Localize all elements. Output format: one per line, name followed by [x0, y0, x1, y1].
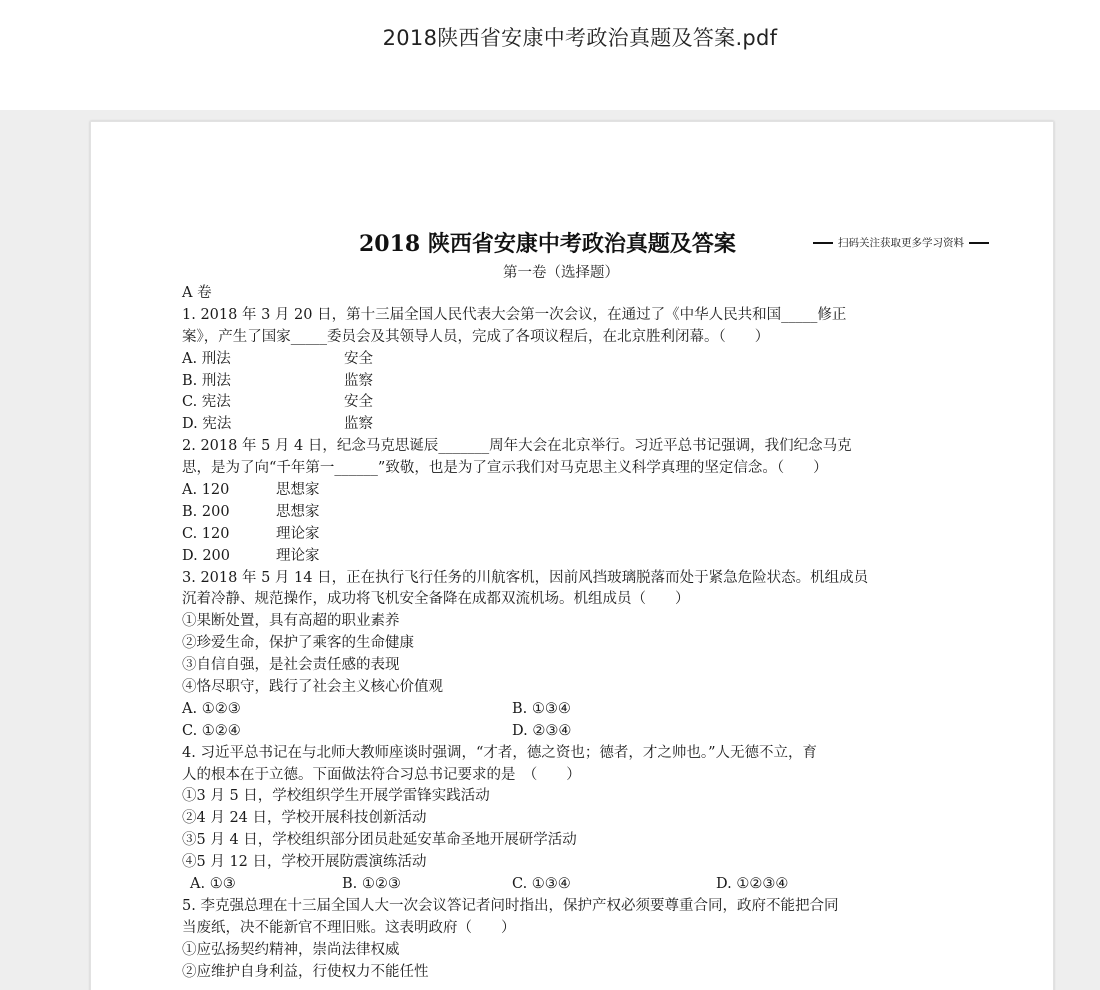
q4-item-2: ②4 月 24 日，学校开展科技创新活动 [182, 810, 427, 827]
q4-stem-line-1: 4. 习近平总书记在与北师大教师座谈时强调，“才者，德之资也；德者，才之帅也。”人无德不立，育 [182, 744, 818, 761]
viewer-header [0, 0, 1100, 110]
dash-left [813, 242, 833, 244]
option-value: 理论家 [276, 547, 320, 564]
q3-item-2: ②珍爱生命，保护了乘客的生命健康 [182, 635, 414, 652]
q3-item-4: ④恪尽职守，践行了社会主义核心价值观 [182, 679, 443, 696]
q5-stem-line-2: 当废纸，决不能新官不理旧账。这表明政府（ ） [182, 919, 516, 936]
q2-option-c [182, 524, 972, 546]
q1-stem-line-1: 1. 2018 年 3 月 20 日，第十三届全国人民代表大会第一次会议，在通过了《中华人民共和国_____修正 [182, 306, 847, 323]
q2-option-d [182, 546, 972, 568]
q4-item-1: ①3 月 5 日，学校组织学生开展学雷锋实践活动 [182, 788, 490, 805]
q2-option-a [182, 480, 972, 502]
option-value: 思想家 [276, 503, 320, 520]
q2-stem-line-1: 2. 2018 年 5 月 4 日，纪念马克思诞辰_______周年大会在北京举行。习近平总书记强调，我们纪念马克 [182, 438, 852, 455]
q5-stem-line-1: 5. 李克强总理在十三届全国人大一次会议答记者问时指出，保护产权必须要尊重合同，政府不能把合同 [182, 897, 839, 914]
q5-item-1: ①应弘扬契约精神，崇尚法律权威 [182, 941, 400, 958]
option-value: 理论家 [276, 525, 320, 542]
choice-d: D. ①②③④ [716, 876, 789, 893]
q5-item-2: ②应维护自身利益，行使权力不能任性 [182, 963, 429, 980]
option-label: A. 120 [182, 482, 230, 499]
q3-choices-row-1 [182, 699, 972, 721]
choice-b: B. ①②③ [342, 876, 401, 893]
q1-option-c [182, 392, 972, 414]
option-label: D. 200 [182, 547, 231, 564]
choice-a: A. ①③ [190, 876, 236, 893]
q1-option-a [182, 349, 972, 371]
q4-choices-row [182, 874, 972, 896]
q3-item-3: ③自信自强，是社会责任感的表现 [182, 657, 400, 674]
q3-item-1: ①果断处置，具有高超的职业素养 [182, 613, 400, 630]
option-label: A. 刑法 [182, 350, 231, 367]
q1-option-b [182, 371, 972, 393]
q4-item-3: ③5 月 4 日，学校组织部分团员赴延安革命圣地开展研学活动 [182, 832, 577, 849]
choice-a: A. ①②③ [182, 700, 241, 717]
document-viewport[interactable] [0, 110, 1100, 990]
option-value: 监察 [344, 372, 373, 389]
q3-stem-line-2: 沉着冷静、规范操作，成功将飞机安全备降在成都双流机场。机组成员（ ） [182, 591, 690, 608]
option-value: 监察 [344, 416, 373, 433]
q2-stem-line-2: 思，是为了向“千年第一______”致敬，也是为了宣示我们对马克思主义科学真理的坚定信念。（ ） [182, 460, 828, 477]
document-title: 2018 陕西省安康中考政治真题及答案 [359, 231, 736, 257]
option-value: 安全 [344, 350, 373, 367]
document-content [182, 283, 972, 984]
document-subtitle: 第一卷（选择题） [503, 265, 619, 281]
option-label: C. 120 [182, 525, 230, 542]
choice-c: C. ①③④ [512, 876, 571, 893]
q4-stem-line-2: 人的根本在于立德。下面做法符合习总书记要求的是 （ ） [182, 766, 581, 783]
file-title: 2018陕西省安康中考政治真题及答案.pdf [382, 26, 778, 50]
promo-text: 扫码关注获取更多学习资料 [838, 237, 964, 249]
dash-right [969, 242, 989, 244]
pdf-page [90, 121, 1054, 990]
option-label: C. 宪法 [182, 394, 231, 411]
option-label: D. 宪法 [182, 416, 232, 433]
q3-choices-row-2 [182, 721, 972, 743]
option-label: B. 200 [182, 503, 230, 520]
option-value: 思想家 [276, 482, 320, 499]
option-value: 安全 [344, 394, 373, 411]
q1-stem-line-2: 案》，产生了国家_____委员会及其领导人员，完成了各项议程后，在北京胜利闭幕。（ ） [182, 328, 770, 345]
option-label: B. 刑法 [182, 372, 231, 389]
q4-item-4: ④5 月 12 日，学校开展防震演练活动 [182, 854, 427, 871]
section-label: A 卷 [182, 285, 212, 301]
q1-option-d [182, 414, 972, 436]
choice-c: C. ①②④ [182, 722, 241, 739]
choice-b: B. ①③④ [512, 700, 571, 717]
q2-option-b [182, 502, 972, 524]
choice-d: D. ②③④ [512, 722, 572, 739]
promo-banner [808, 235, 994, 250]
q3-stem-line-1: 3. 2018 年 5 月 14 日，正在执行飞行任务的川航客机，因前风挡玻璃脱落而处于紧急危险状态。机组成员 [182, 569, 869, 586]
